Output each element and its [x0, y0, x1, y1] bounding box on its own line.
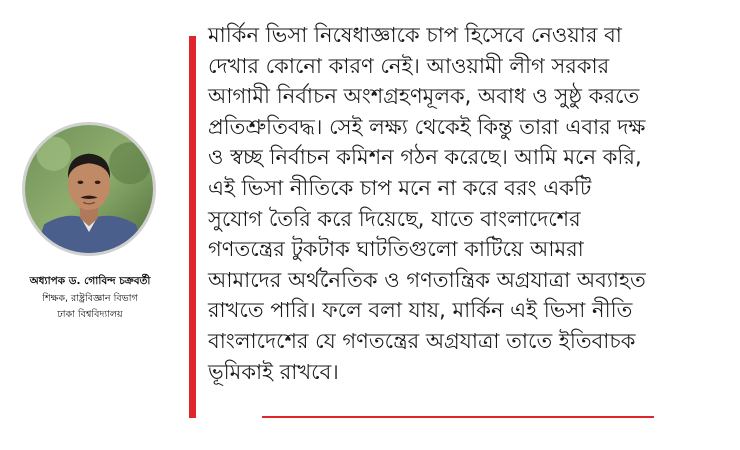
author-name: অধ্যাপক ড. গোবিন্দ চক্রবর্তী — [29, 275, 151, 287]
quote-line: আগামী নির্বাচন অংশগ্রহণমূলক, অবাধ ও সুষ্ঠু করতে — [208, 84, 640, 109]
author-photo-icon — [25, 125, 153, 253]
quote-line: দেখার কোনো কারণ নেই। আওয়ামী লীগ সরকার — [208, 53, 610, 78]
quote-line: গণতন্ত্রের টুকটাক ঘাটতিগুলো কাটিয়ে আমরা — [208, 237, 584, 262]
quote-line: রাখতে পারি। ফলে বলা যায়, মার্কিন এই ভিসা নীতি — [208, 298, 633, 323]
quote-line: মার্কিন ভিসা নিষেধাজ্ঞাকে চাপ হিসেবে নেওয়ার বা — [208, 23, 622, 47]
quote-text — [208, 20, 723, 387]
quote-bottom-rule — [262, 416, 654, 418]
quote-line: প্রতিশ্রুতিবদ্ধ। সেই লক্ষ্য থেকেই কিন্তু তারা এবার দক্ষ — [208, 114, 646, 139]
author-portrait — [22, 122, 156, 256]
quote-line: সুযোগ তৈরি করে দিয়েছে, যাতে বাংলাদেশের — [208, 206, 581, 231]
quote-line: এই ভিসা নীতিকে চাপ মনে না করে বরং একটি — [208, 175, 592, 200]
quote-accent-bar — [189, 36, 196, 418]
quote-line: ও স্বচ্ছ নির্বাচন কমিশন গঠন করেছে। আমি মনে করি, — [208, 145, 642, 170]
quote-line: ভূমিকাই রাখবে। — [208, 359, 339, 384]
quote-line: বাংলাদেশের যে গণতন্ত্রের অগ্রযাত্রা তাতে ইতিবাচক — [208, 328, 636, 353]
author-organization: ঢাকা বিশ্ববিদ্যালয় — [57, 309, 123, 320]
quote-line: আমাদের অর্থনৈতিক ও গণতান্ত্রিক অগ্রযাত্রা অব্যাহত — [208, 267, 646, 292]
author-role: শিক্ষক, রাষ্ট্রবিজ্ঞান বিভাগ — [42, 293, 138, 304]
